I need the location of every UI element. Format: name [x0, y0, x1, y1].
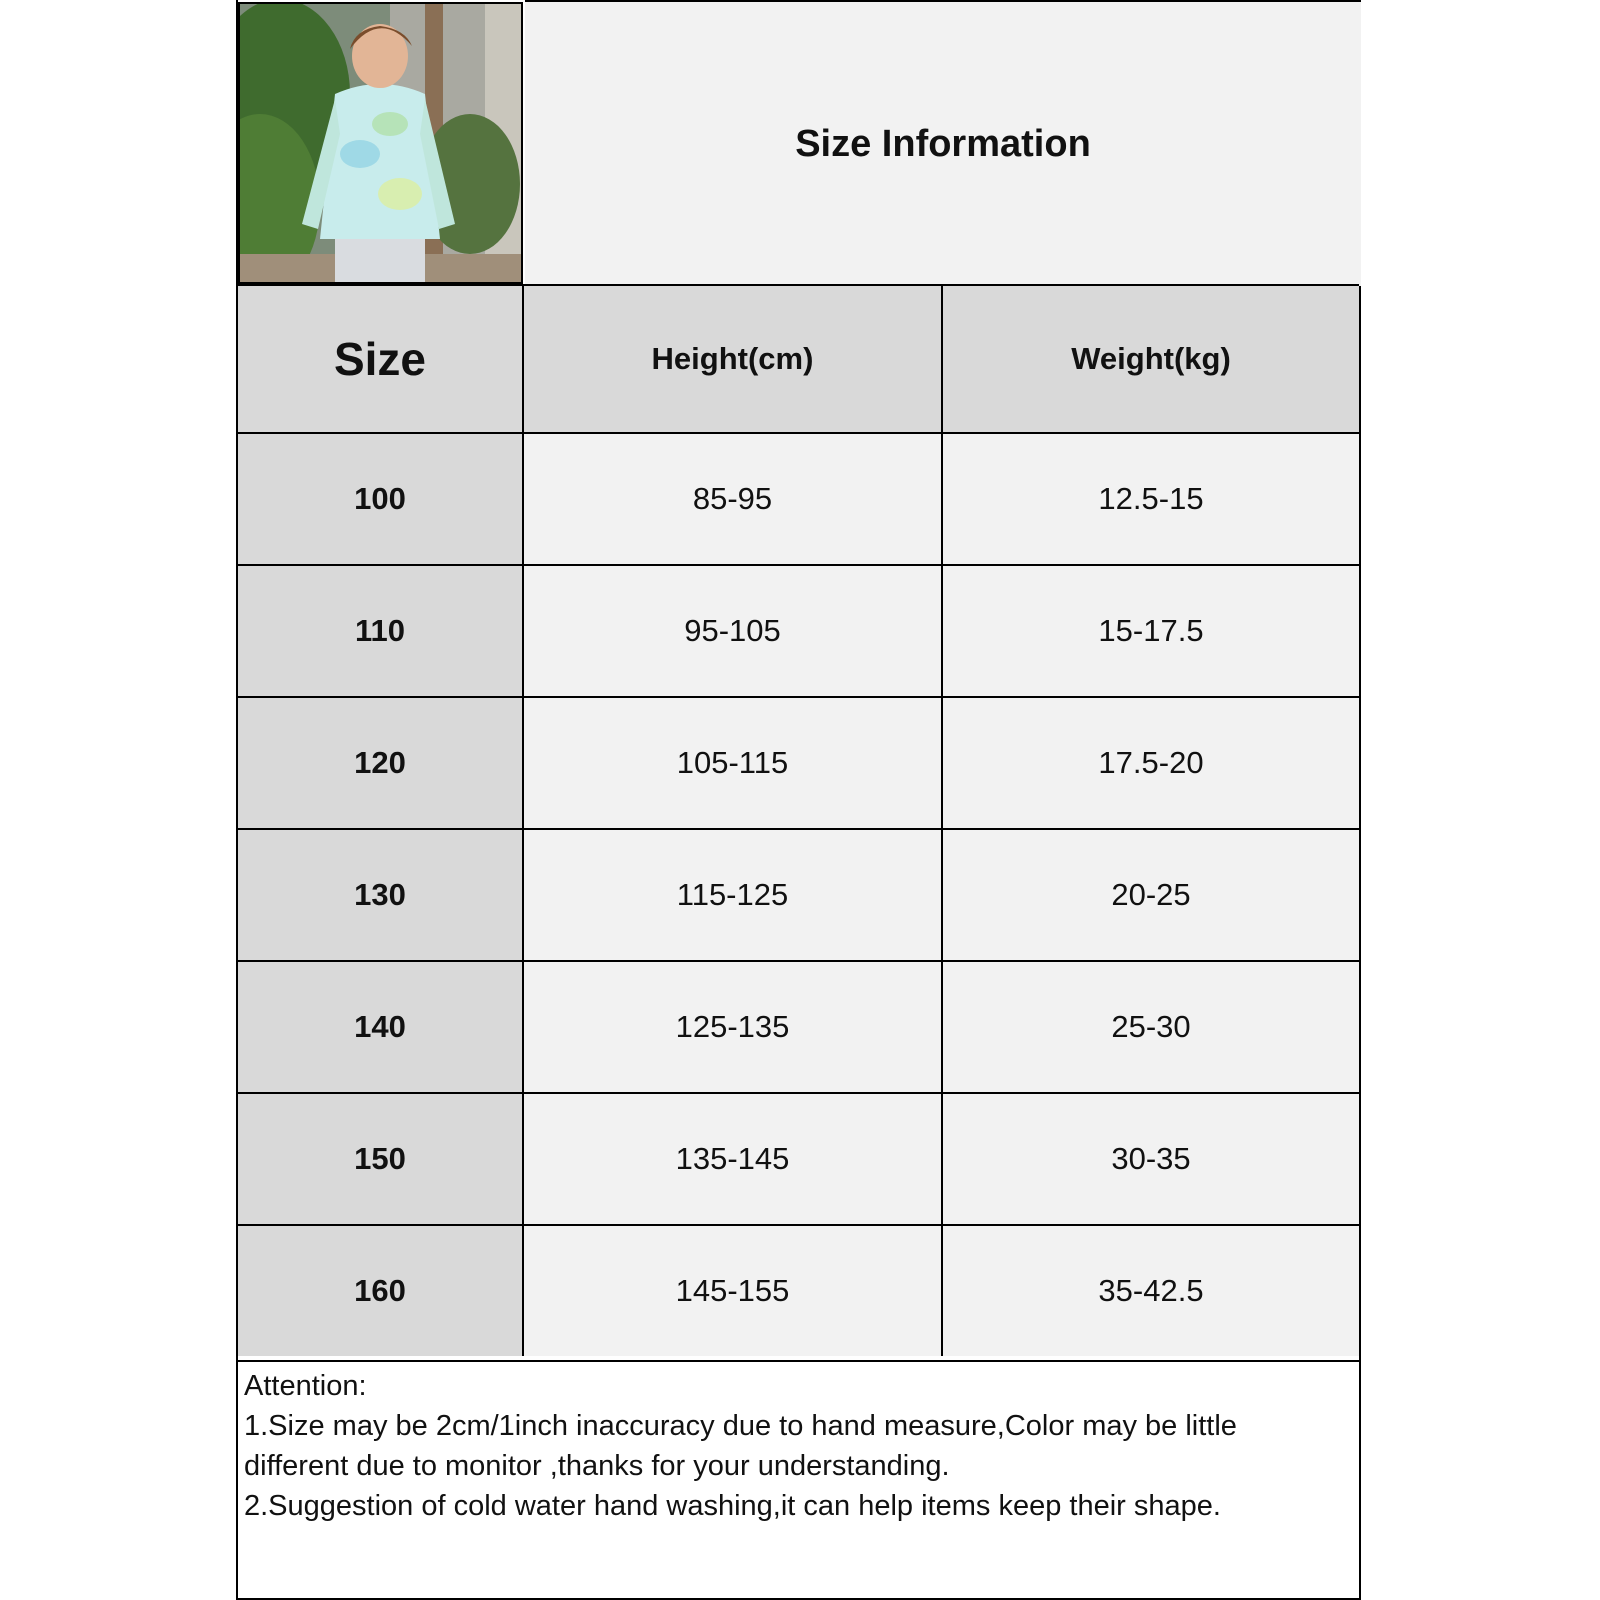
table-row: [238, 432, 1359, 564]
weight-cell: 20-25: [943, 830, 1359, 960]
height-cell: 125-135: [524, 962, 943, 1092]
table-row: [238, 696, 1359, 828]
title-cell: [525, 0, 1361, 286]
header-height: Height(cm): [524, 286, 943, 432]
weight-cell: 17.5-20: [943, 698, 1359, 828]
size-cell: 120: [238, 698, 524, 828]
size-cell: 110: [238, 566, 524, 696]
size-chart-sheet: [236, 0, 1361, 1600]
size-cell: 100: [238, 434, 524, 564]
weight-cell: 30-35: [943, 1094, 1359, 1224]
page-title: Size Information: [795, 122, 1091, 165]
height-cell: 85-95: [524, 434, 943, 564]
table-row: [238, 1092, 1359, 1224]
table-header-row: [238, 284, 1359, 432]
note-line-1b: different due to monitor ,thanks for your understanding.: [244, 1450, 950, 1482]
table-row: [238, 564, 1359, 696]
weight-cell: 12.5-15: [943, 434, 1359, 564]
size-table: [238, 284, 1359, 1356]
product-photo: [238, 2, 523, 284]
note-line-2: 2.Suggestion of cold water hand washing,it can help items keep their shape.: [244, 1490, 1221, 1522]
child-photo-illustration: [240, 4, 521, 282]
weight-cell: 35-42.5: [943, 1226, 1359, 1356]
header-weight: Weight(kg): [943, 286, 1359, 432]
note-line-1a: 1.Size may be 2cm/1inch inaccuracy due to hand measure,Color may be little: [244, 1410, 1237, 1442]
size-cell: 140: [238, 962, 524, 1092]
size-cell: 130: [238, 830, 524, 960]
weight-cell: 25-30: [943, 962, 1359, 1092]
weight-cell: 15-17.5: [943, 566, 1359, 696]
header-size: Size: [238, 286, 524, 432]
size-cell: 150: [238, 1094, 524, 1224]
height-cell: 115-125: [524, 830, 943, 960]
height-cell: 105-115: [524, 698, 943, 828]
height-cell: 95-105: [524, 566, 943, 696]
table-row: [238, 960, 1359, 1092]
height-cell: 135-145: [524, 1094, 943, 1224]
table-row: [238, 1224, 1359, 1356]
size-cell: 160: [238, 1226, 524, 1356]
height-cell: 145-155: [524, 1226, 943, 1356]
notes-heading: Attention:: [244, 1370, 367, 1402]
table-row: [238, 828, 1359, 960]
attention-notes: [238, 1360, 1359, 1598]
